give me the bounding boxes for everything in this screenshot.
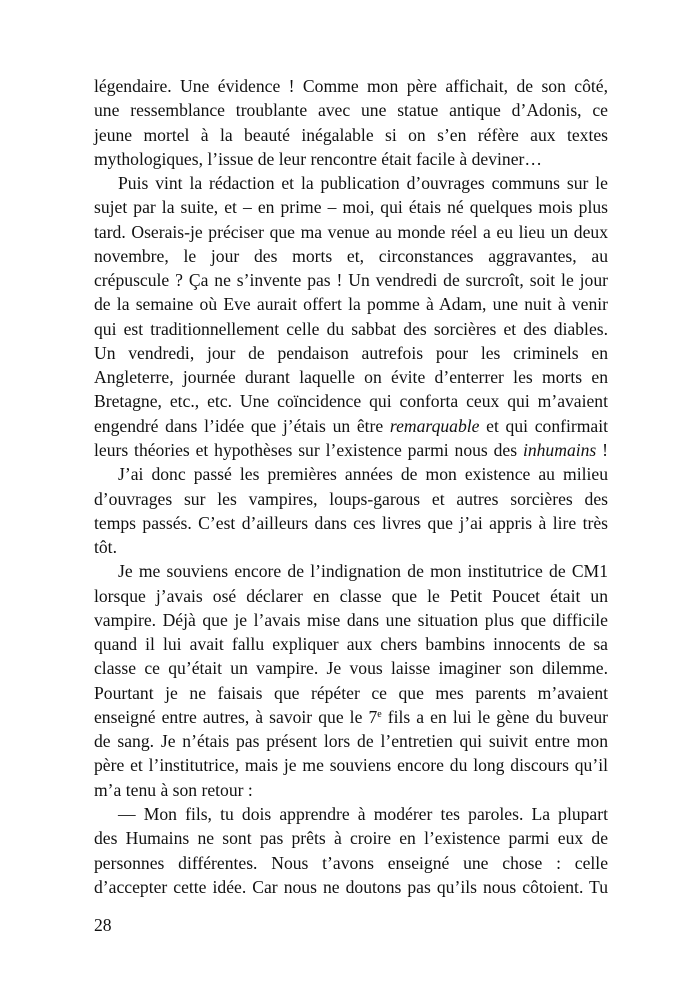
- text-segment: personnes différentes. Nous t’avons enseigné une chose : celle: [94, 852, 608, 873]
- text-segment: Pourtant je ne faisais que répéter ce que mes parents m’avaient: [94, 682, 608, 703]
- text-segment: de sang. Je n’étais pas présent lors de l’entretien qui suivit entre mon: [94, 731, 608, 752]
- text-line: [94, 171, 608, 195]
- text-segment: leurs théories et hypothèses sur l’existence parmi nous des: [94, 439, 523, 460]
- text-segment: engendré dans l’idée que j’étais un être: [94, 415, 390, 436]
- page-number: 28: [94, 915, 112, 935]
- text-segment: jeune mortel à la beauté inégalable si on s’en réfère aux textes: [94, 124, 608, 145]
- text-segment: et qui confirmait: [479, 415, 608, 436]
- text-segment: m’a tenu à son retour :: [94, 779, 253, 800]
- text-segment: légendaire. Une évidence ! Comme mon père affichait, de son côté,: [94, 76, 608, 96]
- page-body-text: [94, 74, 608, 899]
- text-segment: d’accepter cette idée. Car nous ne doutons pas qu’ils nous côtoient. Tu: [94, 876, 608, 897]
- text-line: [94, 681, 608, 705]
- text-line: [94, 147, 608, 171]
- text-line: [94, 656, 608, 680]
- italic-text: remarquable: [389, 415, 480, 436]
- text-line: [94, 462, 608, 486]
- text-line: [94, 123, 608, 147]
- text-line: [94, 826, 608, 850]
- text-segment: Je me souviens encore de l’indignation de mon institutrice de CM1: [118, 561, 608, 582]
- text-segment: père et l’institutrice, mais je me souviens encore du long discours qu’il: [94, 755, 608, 776]
- text-line: [94, 608, 608, 632]
- text-line: [94, 851, 608, 875]
- text-line: [94, 195, 608, 219]
- text-line: [94, 389, 608, 413]
- text-segment: J’ai donc passé les premières années de mon existence au milieu: [118, 464, 608, 485]
- text-segment: de la semaine où Eve aurait offert la pomme à Adam, une nuit à venir: [94, 294, 608, 315]
- text-line: [94, 729, 608, 753]
- text-segment: sujet par la suite, et – en prime – moi, qui étais né quelques mois plus: [94, 197, 608, 218]
- text-line: [94, 753, 608, 777]
- text-line: [94, 705, 608, 729]
- text-segment: mythologiques, l’issue de leur rencontre était facile à deviner…: [94, 148, 542, 169]
- text-line: [94, 875, 608, 899]
- text-line: [94, 584, 608, 608]
- text-segment: lorsque j’avais osé déclarer en classe que le Petit Poucet était un: [94, 585, 608, 606]
- text-segment: crépuscule ? Ça ne s’invente pas ! Un vendredi de surcroît, soit le jour: [94, 270, 608, 291]
- paragraph: [94, 171, 608, 462]
- text-line: [94, 559, 608, 583]
- text-segment: des Humains ne sont pas prêts à croire en l’existence parmi eux de: [94, 828, 608, 849]
- text-line: [94, 438, 608, 462]
- text-segment: quand il lui avait fallu expliquer aux chers bambins innocents de sa: [94, 634, 608, 655]
- text-line: [94, 268, 608, 292]
- text-segment: novembre, le jour des morts et, circonstances aggravantes, au: [94, 245, 608, 266]
- text-segment: Un vendredi, jour de pendaison autrefois pour les criminels en: [94, 342, 608, 363]
- text-segment: qui est traditionnellement celle du sabbat des sorcières et des diables.: [94, 318, 608, 339]
- text-line: [94, 220, 608, 244]
- text-segment: temps passés. C’est d’ailleurs dans ces livres que j’ai appris à lire très: [94, 512, 608, 533]
- paragraph: [94, 559, 608, 802]
- text-segment: Puis vint la rédaction et la publication d’ouvrages communs sur le: [118, 173, 608, 194]
- text-line: [94, 244, 608, 268]
- text-line: [94, 365, 608, 389]
- text-segment: d’ouvrages sur les vampires, loups-garous et autres sorcières des: [94, 488, 608, 509]
- superscript-text: e: [377, 708, 382, 720]
- text-line: [94, 511, 608, 535]
- paragraph: [94, 802, 608, 899]
- text-segment: fils a en lui le gène du buveur: [381, 706, 609, 727]
- text-line: [94, 414, 608, 438]
- text-line: [94, 778, 608, 802]
- text-segment: !: [596, 439, 608, 460]
- text-line: [94, 317, 608, 341]
- text-line: [94, 341, 608, 365]
- text-line: [94, 802, 608, 826]
- text-line: [94, 632, 608, 656]
- text-line: [94, 535, 608, 559]
- text-segment: tard. Oserais-je préciser que ma venue au monde réel a eu lieu un deux: [94, 221, 608, 242]
- text-segment: vampire. Déjà que je l’avais mise dans une situation plus que difficile: [94, 609, 608, 630]
- text-line: [94, 74, 608, 98]
- text-segment: enseigné entre autres, à savoir que le 7: [94, 706, 378, 727]
- paragraph: [94, 462, 608, 559]
- text-segment: classe ce qu’était un vampire. Je vous laisse imaginer son dilemme.: [94, 658, 608, 679]
- text-segment: Bretagne, etc., etc. Une coïncidence qui conforta ceux qui m’avaient: [94, 391, 608, 412]
- paragraph: [94, 74, 608, 171]
- italic-text: inhumains: [522, 439, 597, 460]
- text-line: [94, 487, 608, 511]
- text-segment: une ressemblance troublante avec une statue antique d’Adonis, ce: [94, 100, 608, 121]
- text-line: [94, 292, 608, 316]
- text-segment: — Mon fils, tu dois apprendre à modérer tes paroles. La plupart: [118, 803, 608, 824]
- text-segment: Angleterre, journée durant laquelle on évite d’enterrer les morts en: [94, 367, 608, 388]
- text-segment: tôt.: [94, 537, 117, 558]
- text-line: [94, 98, 608, 122]
